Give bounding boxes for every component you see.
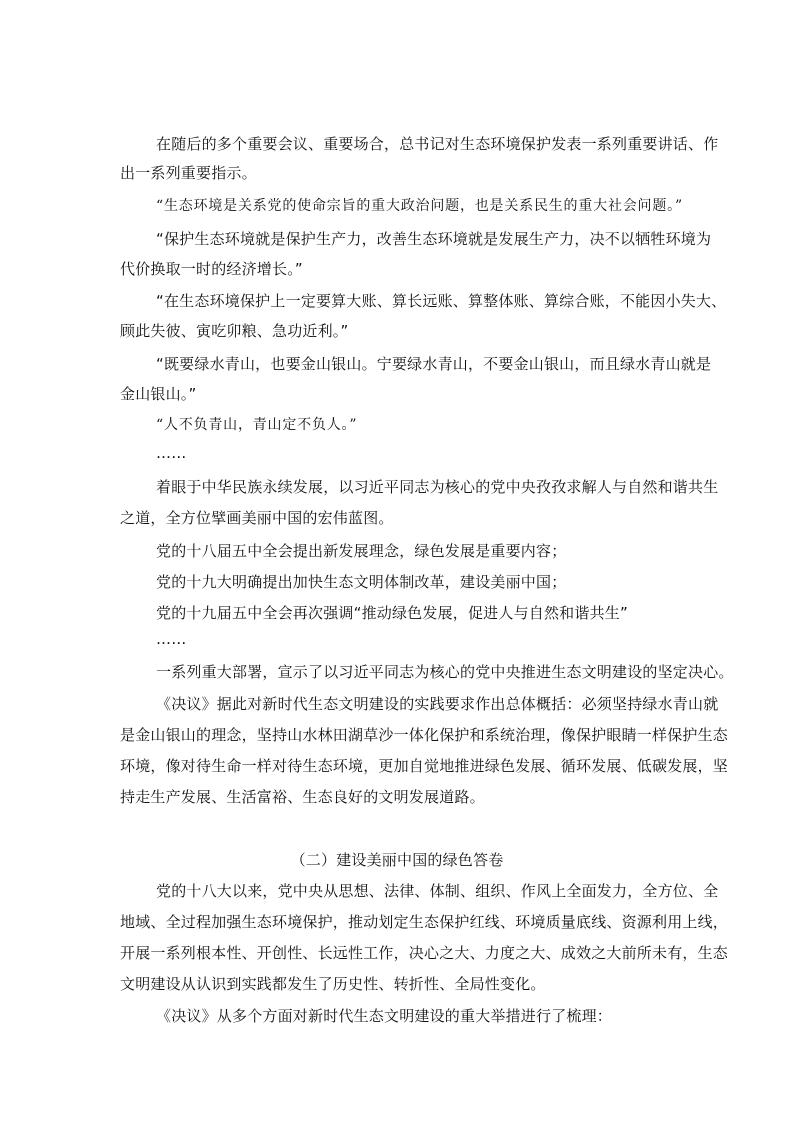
paragraph-line: 地域、全过程加强生态环境保护，推动划定生态保护红线、环境质量底线、资源利用上线，: [120, 913, 729, 931]
list-item: 党的十九大明确提出加快生态文明体制改革，建设美丽中国；: [156, 573, 567, 591]
paragraph-line: 《决议》据此对新时代生态文明建设的实践要求作出总体概括：必须坚持绿水青山就: [156, 695, 719, 713]
quote-line: “在生态环境保护上一定要算大账、算长远账、算整体账、算综合账，不能因小失大、: [156, 292, 727, 310]
paragraph-line: 《决议》从多个方面对新时代生态文明建设的重大举措进行了梳理：: [156, 1007, 613, 1025]
quote-line: “保护生态环境就是保护生产力，改善生态环境就是发展生产力，决不以牺牲环境为: [156, 230, 712, 248]
paragraph-line: 文明建设从认识到实践都发生了历史性、转折性、全局性变化。: [120, 975, 546, 993]
quote-line: 代价换取一时的经济增长。”: [120, 260, 303, 278]
quote-line: “人不负青山，青山定不负人。”: [156, 417, 358, 433]
paragraph-line: 在随后的多个重要会议、重要场合，总书记对生态环境保护发表一系列重要讲话、作: [156, 135, 719, 153]
ellipsis: ……: [156, 630, 187, 648]
quote-line: “生态环境是关系党的使命宗旨的重大政治问题，也是关系民生的重大社会问题。”: [156, 198, 683, 214]
ellipsis: ……: [156, 444, 187, 462]
list-item: 党的十八届五中全会提出新发展理念，绿色发展是重要内容；: [156, 542, 567, 560]
quote-line: 顾此失彼、寅吃卯粮、急功近利。”: [120, 322, 349, 340]
paragraph-line: 党的十八大以来，党中央从思想、法律、体制、组织、作风上全面发力，全方位、全: [156, 882, 719, 900]
paragraph-line: 之道，全方位擘画美丽中国的宏伟蓝图。: [120, 509, 394, 527]
section-heading: （二）建设美丽中国的绿色答卷: [290, 851, 504, 869]
paragraph-line: 出一系列重要指示。: [120, 164, 257, 182]
quote-line: “既要绿水青山，也要金山银山。宁要绿水青山，不要金山银山，而且绿水青山就是: [156, 355, 712, 373]
list-item: 党的十九届五中全会再次强调“推动绿色发展，促进人与自然和谐共生”: [156, 604, 628, 622]
paragraph-line: 持走生产发展、生活富裕、生态良好的文明发展道路。: [120, 788, 485, 806]
paragraph-line: 是金山银山的理念，坚持山水林田湖草沙一体化保护和系统治理，像保护眼睛一样保护生态: [120, 726, 729, 744]
paragraph-line: 一系列重大部署，宣示了以习近平同志为核心的党中央推进生态文明建设的坚定决心。: [156, 663, 734, 681]
paragraph-line: 环境，像对待生命一样对待生态环境，更加自觉地推进绿色发展、循环发展、低碳发展，坚: [120, 757, 729, 775]
paragraph-line: 开展一系列根本性、开创性、长远性工作，决心之大、力度之大、成效之大前所未有，生态: [120, 944, 729, 962]
paragraph-line: 着眼于中华民族永续发展，以习近平同志为核心的党中央孜孜求解人与自然和谐共生: [156, 478, 719, 496]
quote-line: 金山银山。”: [120, 385, 197, 403]
